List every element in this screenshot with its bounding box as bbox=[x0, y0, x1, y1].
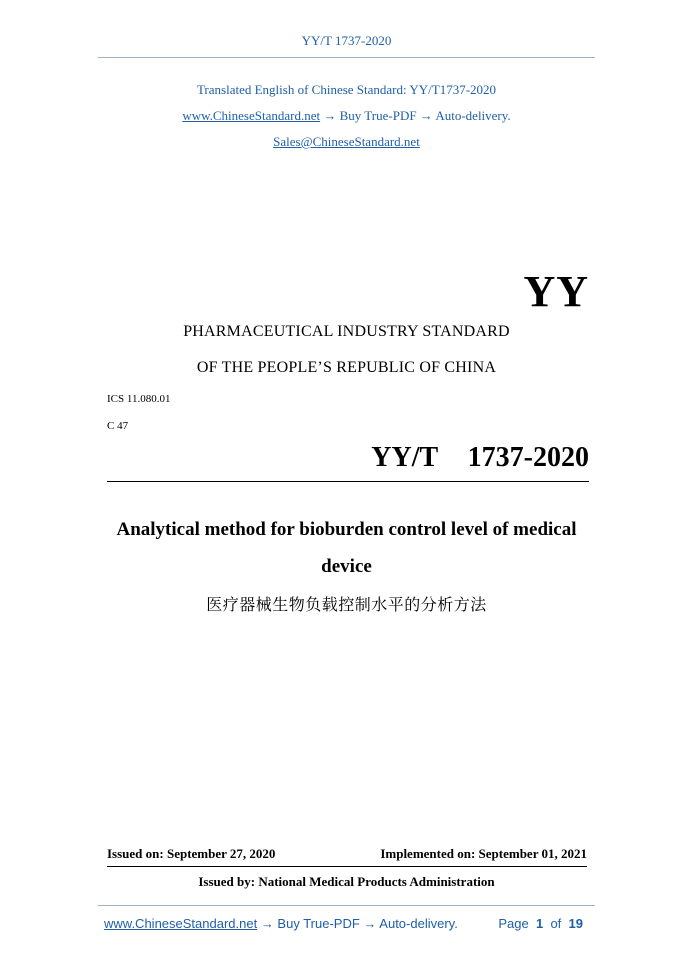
page-label: Page bbox=[498, 916, 529, 931]
industry-line-1: PHARMACEUTICAL INDUSTRY STANDARD bbox=[183, 323, 510, 340]
header-code: YY/T 1737-2020 bbox=[301, 33, 392, 48]
sales-email-link[interactable]: Sales@ChineseStandard.net bbox=[273, 134, 420, 149]
industry-line-2: OF THE PEOPLE’S REPUBLIC OF CHINA bbox=[196, 359, 497, 376]
title-chinese: 医疗器械生物负载控制水平的分析方法 bbox=[206, 595, 487, 614]
buy-text: → Buy True-PDF → Auto-delivery. bbox=[320, 108, 511, 123]
title-divider bbox=[107, 481, 589, 482]
issued-by: Issued by: National Medical Products Administration bbox=[198, 874, 495, 889]
footer-divider bbox=[98, 905, 595, 906]
dates-divider bbox=[107, 866, 587, 867]
title-english-line-1: Analytical method for bioburden control level of medical bbox=[116, 519, 577, 540]
footer-site-link[interactable]: www.ChineseStandard.net bbox=[104, 916, 258, 931]
footer-buy-line bbox=[104, 916, 458, 931]
yy-logo: YY bbox=[523, 267, 589, 316]
footer-buy-text: → Buy True-PDF → Auto-delivery. bbox=[257, 916, 458, 931]
implemented-on-date: Implemented on: September 01, 2021 bbox=[380, 846, 587, 861]
ics-code: ICS 11.080.01 bbox=[107, 393, 171, 405]
page-current: 1 bbox=[535, 916, 544, 931]
translation-note: Translated English of Chinese Standard: YY/T1737-2020 bbox=[196, 82, 497, 97]
site-link[interactable]: www.ChineseStandard.net bbox=[182, 108, 321, 123]
page-number bbox=[498, 916, 583, 931]
ccs-code: C 47 bbox=[107, 420, 129, 432]
standard-code: YY/T 1737-2020 bbox=[371, 442, 589, 473]
title-english-line-2: device bbox=[321, 556, 372, 577]
page-of: of bbox=[550, 916, 562, 931]
issued-on-date: Issued on: September 27, 2020 bbox=[107, 846, 276, 861]
page-total: 19 bbox=[568, 916, 583, 931]
header-divider bbox=[98, 57, 595, 58]
sales-line bbox=[0, 134, 693, 150]
buy-line bbox=[0, 108, 693, 124]
